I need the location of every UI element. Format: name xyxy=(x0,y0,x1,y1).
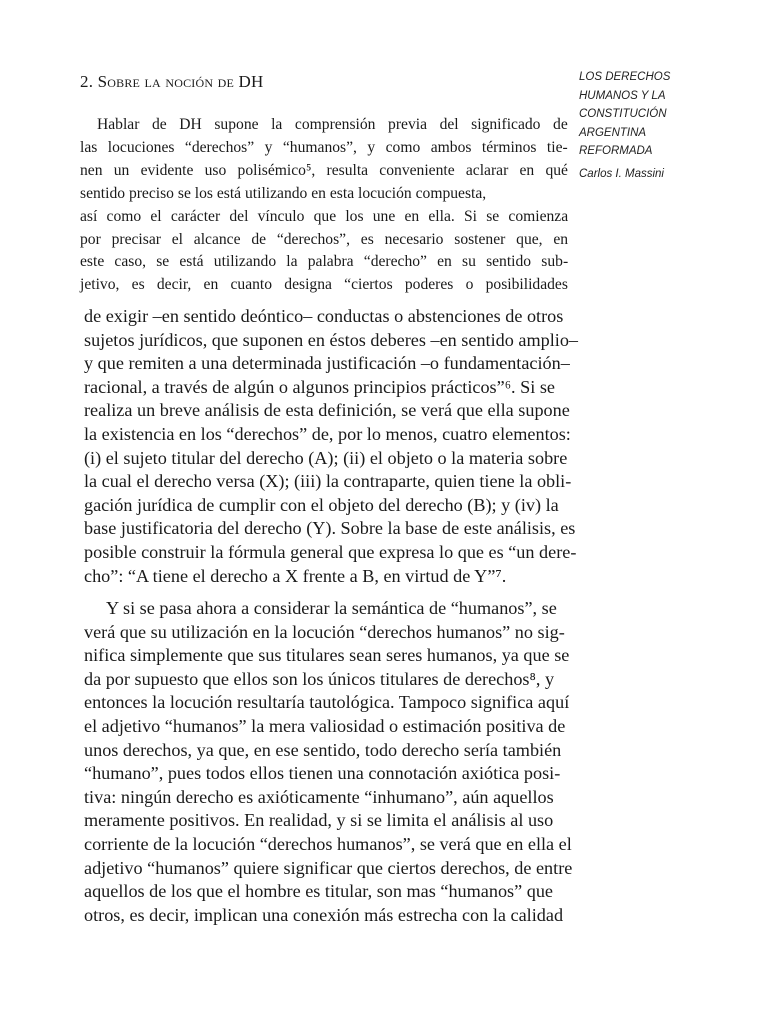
text-line: adjetivo “humanos” quiere significar que ciertos derechos, de entre xyxy=(84,857,573,878)
book-title-line: CONSTITUCIÓN xyxy=(579,108,667,120)
text-line: por precisar el alcance de “derechos”, es necesario sostener que, en xyxy=(80,230,569,248)
paragraph-1 xyxy=(80,114,568,297)
text-line: así como el carácter del vínculo que los une en ella. Si se comienza xyxy=(80,207,569,225)
text-line: gación jurídica de cumplir con el objeto del derecho (B); y (iv) la xyxy=(84,494,559,515)
text-line: nifica simplemente que sus titulares sean seres humanos, ya que se xyxy=(84,645,570,666)
text-line: jetivo, es decir, en cuanto designa “ciertos poderes o posibilidades xyxy=(80,276,568,294)
text-line: Y si se pasa ahora a considerar la semántica de “humanos”, se xyxy=(106,598,557,618)
text-line: la existencia en los “derechos” de, por lo menos, cuatro elementos: xyxy=(84,423,571,444)
text-line: aquellos de los que el hombre es titular, son mas “humanos” que xyxy=(84,881,554,902)
text-line: nen un evidente uso polisémico⁵, resulta conveniente aclarar en qué xyxy=(80,161,568,179)
text-line: meramente positivos. En realidad, y si se limita el análisis al uso xyxy=(84,810,554,831)
text-line: corriente de la locución “derechos humanos”, se verá que en ella el xyxy=(84,833,572,854)
book-title-line: ARGENTINA xyxy=(579,126,647,139)
text-line: de exigir –en sentido deóntico– conductas o abstenciones de otros xyxy=(84,306,564,326)
text-line: racional, a través de algún o algunos principios prácticos”⁶. Si se xyxy=(84,376,555,397)
book-title-line: LOS DERECHOS xyxy=(579,71,671,83)
text-line: sentido preciso se los está utilizando en esta locución compuesta, xyxy=(80,184,487,202)
text-line: Hablar de DH supone la comprensión previa del significado de xyxy=(97,116,568,133)
paragraph-3 xyxy=(84,597,685,927)
text-line: este caso, se está utilizando la palabra “derecho” en su sentido sub- xyxy=(80,253,569,271)
text-line: unos derechos, ya que, en ese sentido, todo derecho sería también xyxy=(84,739,562,760)
text-line: la cual el derecho versa (X); (iii) la contraparte, quien tiene la obli- xyxy=(84,471,572,492)
text-line: y que remiten a una determinada justificación –o fundamentación– xyxy=(84,353,570,374)
text-line: “humano”, pues todos ellos tienen una connotación axiótica posi- xyxy=(84,763,561,784)
text-line: da por supuesto que ellos son los únicos titulares de derechos⁸, y xyxy=(84,668,555,689)
running-header xyxy=(579,68,764,183)
book-title xyxy=(579,68,764,161)
text-line: tiva: ningún derecho es axióticamente “inhumano”, aún aquellos xyxy=(84,786,554,807)
text-line: otros, es decir, implican una conexión más estrecha con la calidad xyxy=(84,904,564,925)
paragraph-2 xyxy=(84,305,685,588)
text-line: las locuciones “derechos” y “humanos”, y como ambos términos tie- xyxy=(80,138,568,156)
text-line: (i) el sujeto titular del derecho (A); (ii) el objeto o la materia sobre xyxy=(84,447,568,468)
text-line: realiza un breve análisis de esta definición, se verá que ella supone xyxy=(84,400,570,421)
text-line: posible construir la fórmula general que expresa lo que es “un dere- xyxy=(84,541,577,562)
text-line: el adjetivo “humanos” la mera valiosidad o estimación positiva de xyxy=(84,715,566,736)
book-title-line: REFORMADA xyxy=(579,145,653,157)
text-line: verá que su utilización en la locución “derechos humanos” no sig- xyxy=(84,621,565,642)
author-name: Carlos I. Massini xyxy=(579,167,664,180)
text-line: base justificatoria del derecho (Y). Sobre la base de este análisis, es xyxy=(84,518,576,539)
section-heading: 2. Sobre la noción de DH xyxy=(80,72,264,91)
text-line: entonces la locución resultaría tautológica. Tampoco significa aquí xyxy=(84,692,570,713)
book-title-line: HUMANOS Y LA xyxy=(579,89,666,102)
text-line: cho”: “A tiene el derecho a X frente a B, en virtud de Y”⁷. xyxy=(84,565,507,586)
text-line: sujetos jurídicos, que suponen en éstos deberes –en sentido amplio– xyxy=(84,329,579,350)
